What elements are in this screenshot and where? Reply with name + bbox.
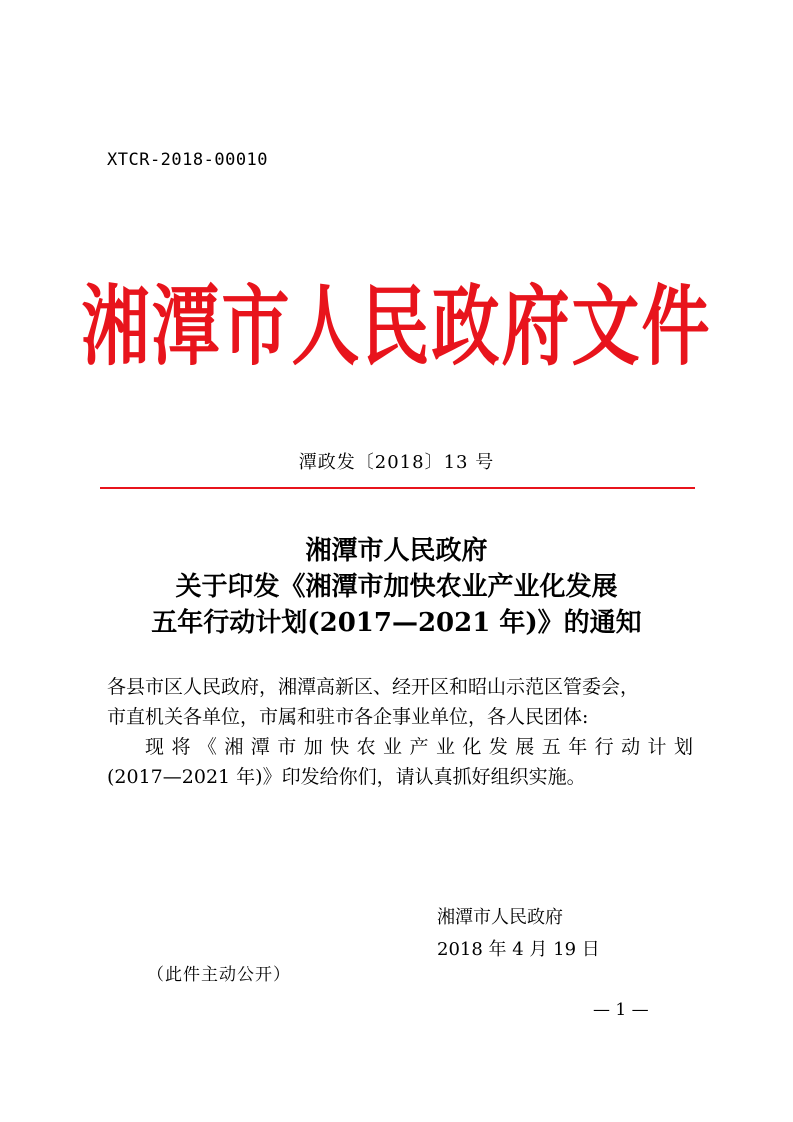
red-divider-line <box>100 487 695 489</box>
signer-name: 湘潭市人民政府 <box>437 907 563 928</box>
notice-title <box>0 533 793 641</box>
issue-date: 2018 年 4 月 19 日 <box>437 939 600 960</box>
page-number: — 1 — <box>593 1000 649 1020</box>
notice-body <box>107 672 693 792</box>
notice-title-line: 湘潭市人民政府 <box>305 536 488 566</box>
signature-block <box>437 902 600 966</box>
public-disclosure-note: （此件主动公开） <box>147 965 291 985</box>
body-line-content-cont: (2017—2021 年)》印发给你们，请认真抓好组织实施。 <box>107 766 586 788</box>
issuer-header-title: 湘潭市人民政府文件 <box>81 277 712 379</box>
notice-title-line: 关于印发《湘潭市加快农业产业化发展 <box>175 572 618 602</box>
body-line-recipients: 各县市区人民政府，湘潭高新区、经开区和昭山示范区管委会， <box>107 676 640 698</box>
body-line-recipients-cont: 市直机关各单位，市属和驻市各企事业单位，各人民团体: <box>107 706 589 728</box>
document-number: 潭政发〔2018〕13 号 <box>298 452 495 473</box>
document-code: XTCR-2018-00010 <box>107 150 269 170</box>
body-line-content: 现将《湘潭市加快农业产业化发展五年行动计划 <box>145 736 693 758</box>
notice-title-line: 五年行动计划(2017—2021 年)》的通知 <box>151 608 642 638</box>
